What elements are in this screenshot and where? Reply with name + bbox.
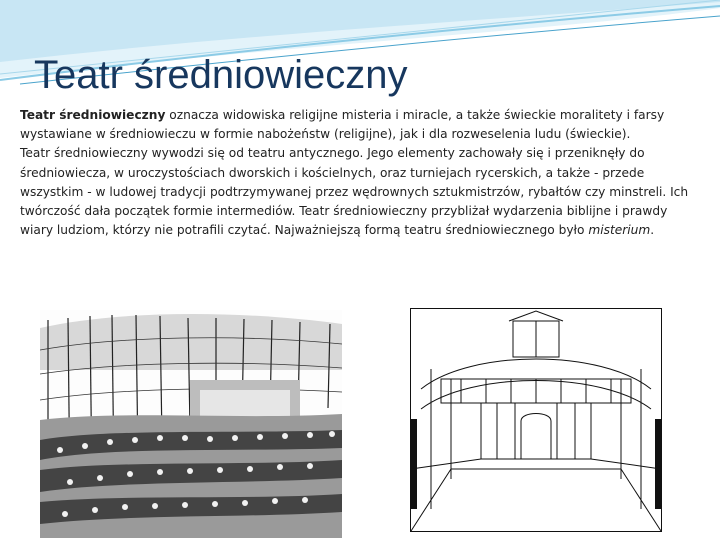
paragraph-intro <box>20 106 702 144</box>
body-text <box>20 106 702 240</box>
paragraph-history <box>20 144 702 240</box>
theatre-audience-image <box>40 310 342 538</box>
history-text: Teatr średniowieczny wywodzi się od teatru antycznego. Jego elementy zachowały się i przeniknęły do średniowiecza, w uroczystościach dworskich i kościelnych, oraz turniejach rycerskich, a także - przede wszystkim - w ludowej tradycji podtrzymywanej przez wędrownych sztukmistrzów, rybałtów czy minstreli. Ich twórczość dała początek formie intermediów. Teatr średniowieczny przybliżał wydarzenia biblijne i prawdy wiary ludziom, którzy nie potrafili czytać. Najważniejszą formą teatru średniowiecznego było <box>20 146 689 238</box>
intro-text: oznacza widowiska religijne misteria i miracle, a także świeckie moralitety i farsy wystawiane w średniowieczu w formie nabożeństw (religijne), jak i dla rozweselenia ludu (świeckie). <box>20 108 665 142</box>
history-end: . <box>650 223 655 238</box>
slide-title: Teatr średniowieczny <box>34 53 408 97</box>
lead-term: Teatr średniowieczny <box>20 108 166 122</box>
theatre-stage-image <box>410 308 662 532</box>
misterium-term: misterium <box>588 223 651 238</box>
